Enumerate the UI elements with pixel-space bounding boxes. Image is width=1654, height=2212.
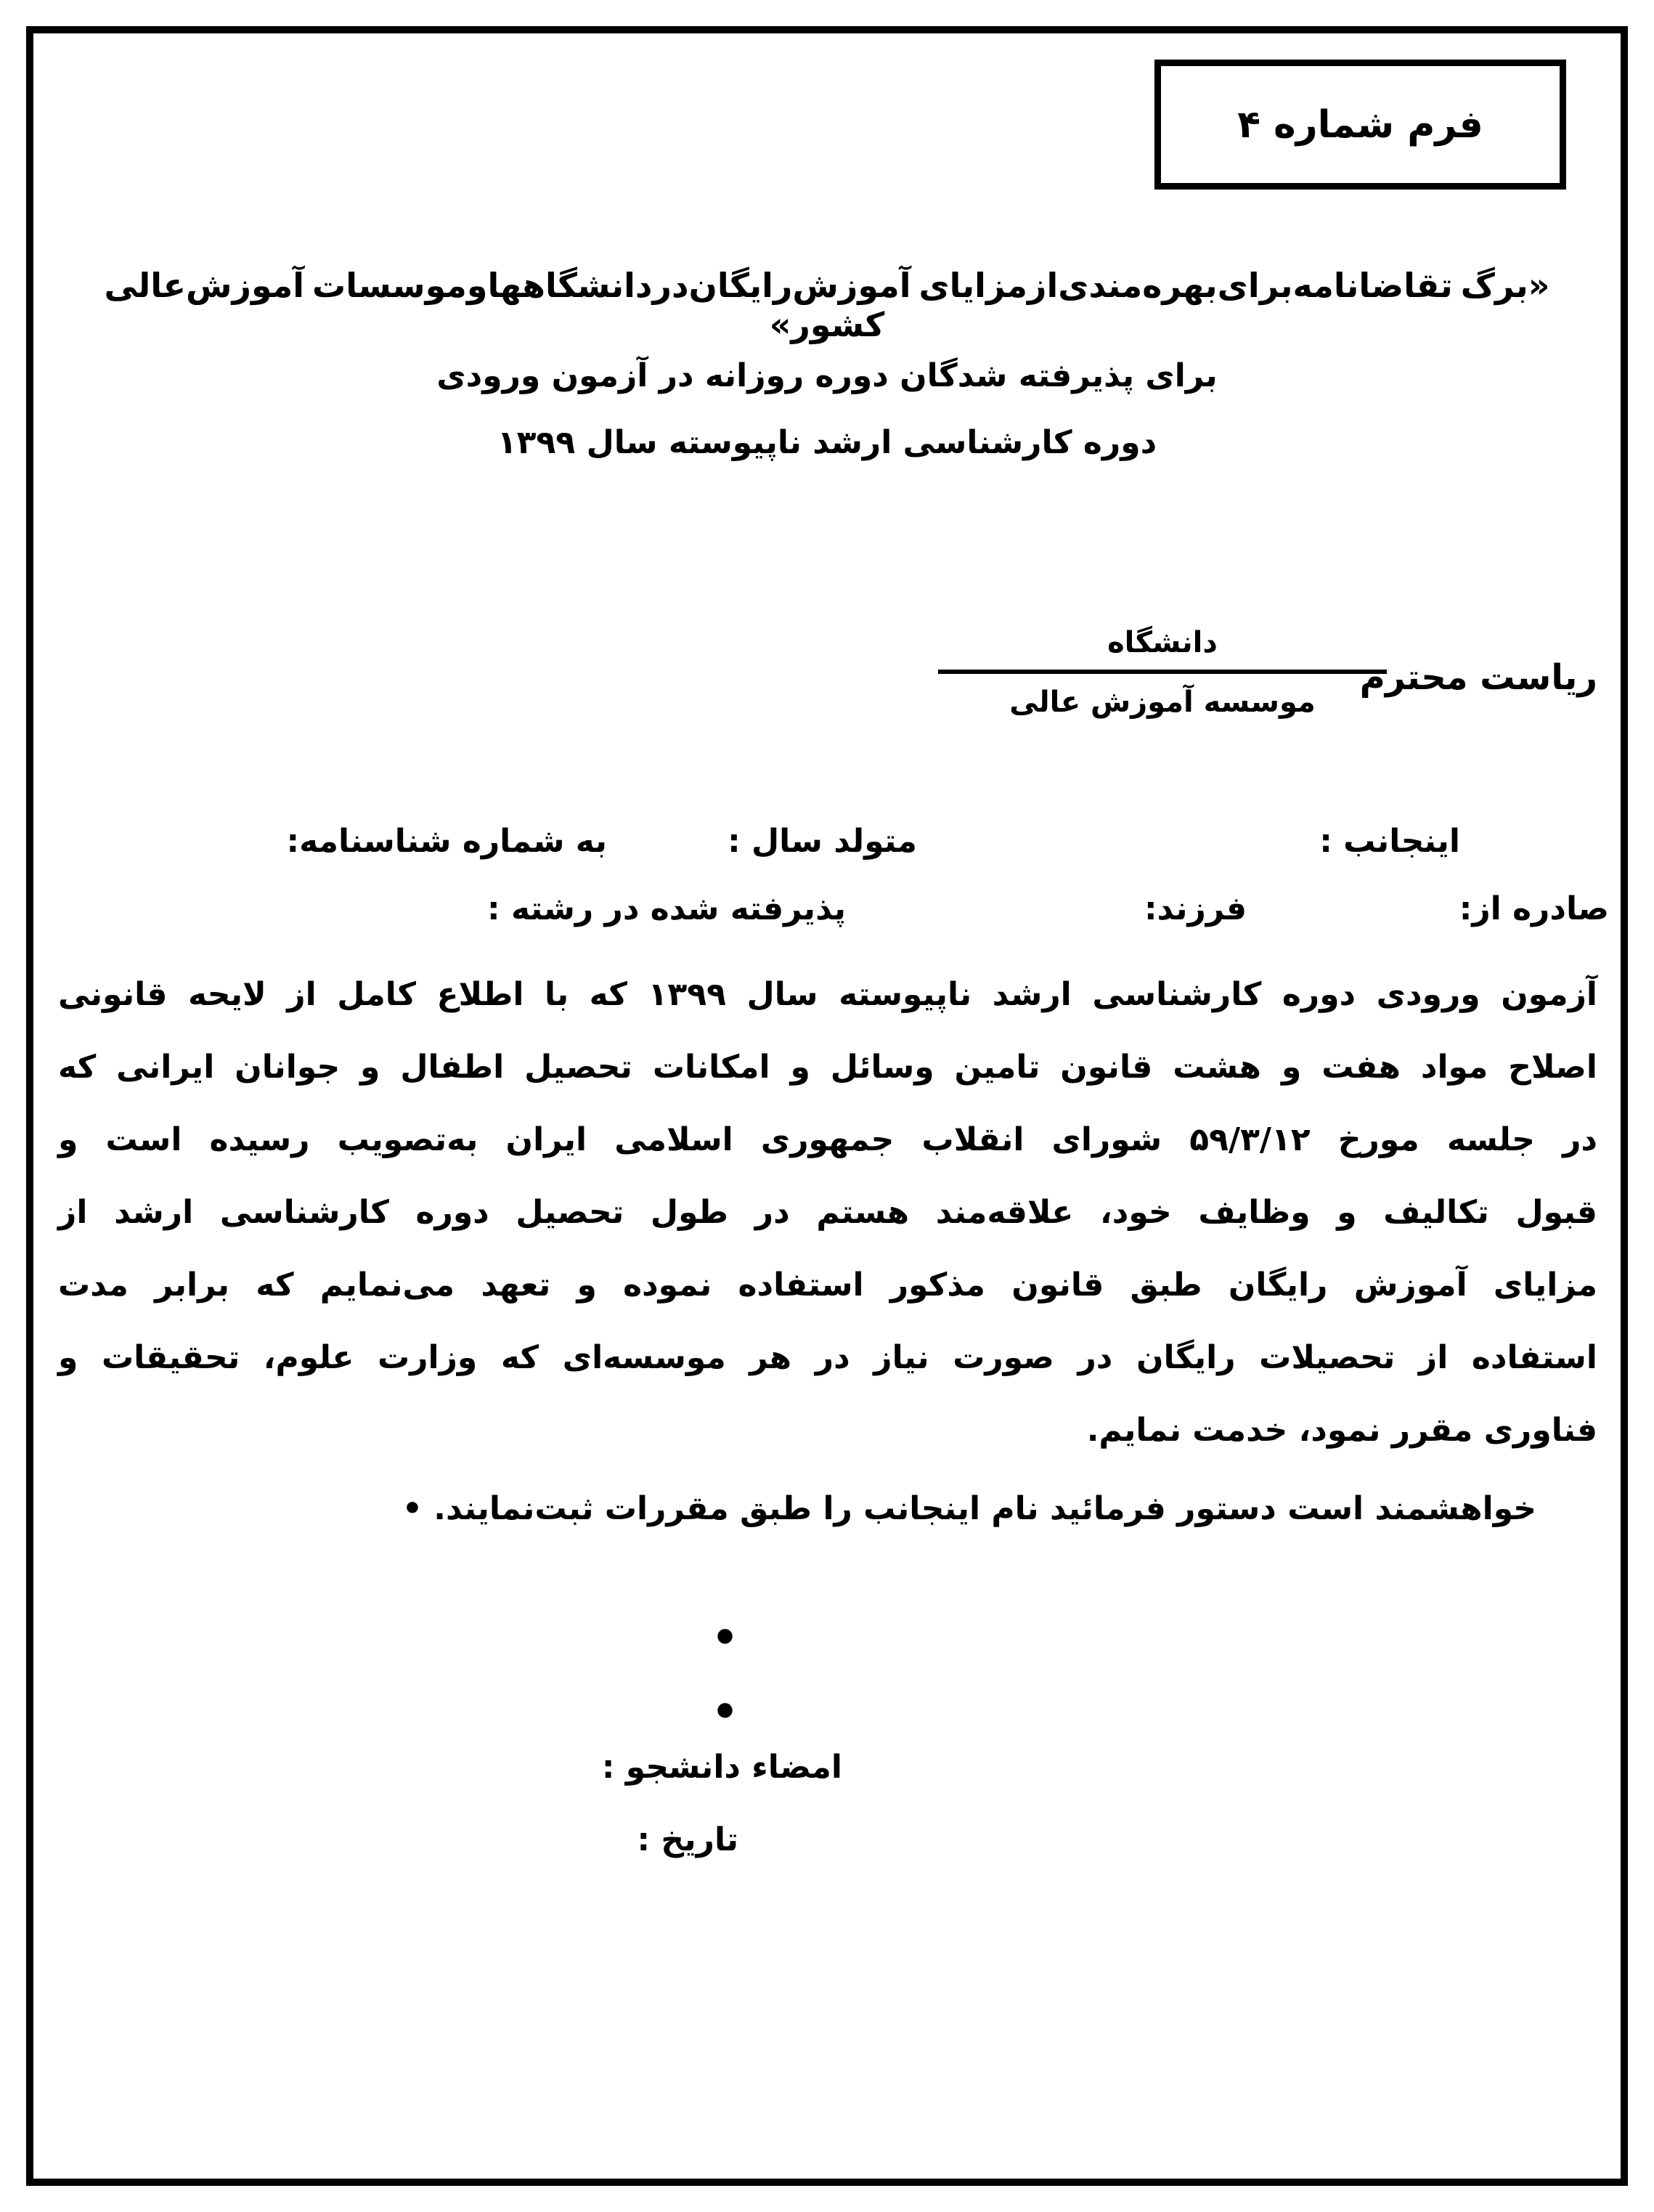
form-number-box — [1154, 60, 1566, 190]
field-label-applicant-name: اینجانب : — [1319, 823, 1460, 860]
form-subtitle-degree-year: دوره کارشناسی ارشد ناپیوسته سال ۱۳۹۹ — [497, 424, 1157, 461]
pledge-line: مزایای آموزش رایگان طبق قانون مذکور استفاده نموده و تعهد می‌نمایم که برابر مدت — [58, 1266, 1597, 1304]
registration-request-line: خواهشمند است دستور فرمائید نام اینجانب را طبق مقررات ثبت‌نمایند. • — [402, 1490, 1536, 1527]
addressee-institution-choice — [938, 626, 1387, 719]
higher-ed-institute-option-label: موسسه آموزش عالی — [1009, 686, 1316, 719]
bullet-point-1: • — [712, 1613, 739, 1662]
pledge-line: در جلسه مورخ ۵۹/۳/۱۲ شورای انقلاب جمهوری اسلامی ایران به‌تصویب رسیده است و — [58, 1121, 1597, 1158]
form-title: «برگ تقاضانامه‌برای‌بهره‌مندی‌ازمزایای آموزش‌رایگان‌دردانشگاههاوموسسات آموزش‌عالی کشور» — [104, 266, 1550, 344]
bullet-point-2: • — [712, 1687, 739, 1736]
addressee-salutation: ریاست محترم — [1359, 657, 1597, 698]
pledge-line: اصلاح مواد هفت و هشت قانون تامین وسائل و امکانات تحصیل اطفال و جوانان ایرانی که — [58, 1049, 1597, 1086]
university-option-label: دانشگاه — [1107, 626, 1218, 659]
pledge-paragraph — [58, 959, 1597, 1467]
field-label-child-of: فرزند: — [1144, 890, 1247, 927]
field-label-birth-year: متولد سال : — [728, 823, 917, 860]
pledge-line: فناوری مقرر نمود، خدمت نمایم. — [1086, 1412, 1597, 1449]
student-signature-label: امضاء دانشجو : — [601, 1749, 842, 1786]
field-label-issued-from: صادره از: — [1459, 890, 1609, 927]
form-subtitle-admitted: برای پذیرفته شدگان دوره روزانه در آزمون ورودی — [436, 357, 1218, 394]
pledge-line: آزمون ورودی دوره کارشناسی ارشد ناپیوسته سال ۱۳۹۹ که با اطلاع کامل از لایحه قانونی — [58, 976, 1598, 1013]
field-label-id-card-number: به شماره شناسنامه: — [286, 823, 607, 860]
date-label: تاریخ : — [637, 1821, 738, 1858]
pledge-line: قبول تکالیف و وظایف خود، علاقه‌مند هستم در طول تحصیل دوره کارشناسی ارشد از — [58, 1194, 1597, 1231]
field-label-admitted-major: پذیرفته شده در رشته : — [487, 890, 846, 927]
form-number-label: فرم شماره ۴ — [1237, 102, 1483, 147]
pledge-line: استفاده از تحصیلات رایگان در صورت نیاز در هر موسسه‌ای که وزارت علوم، تحقیقات و — [58, 1339, 1597, 1376]
